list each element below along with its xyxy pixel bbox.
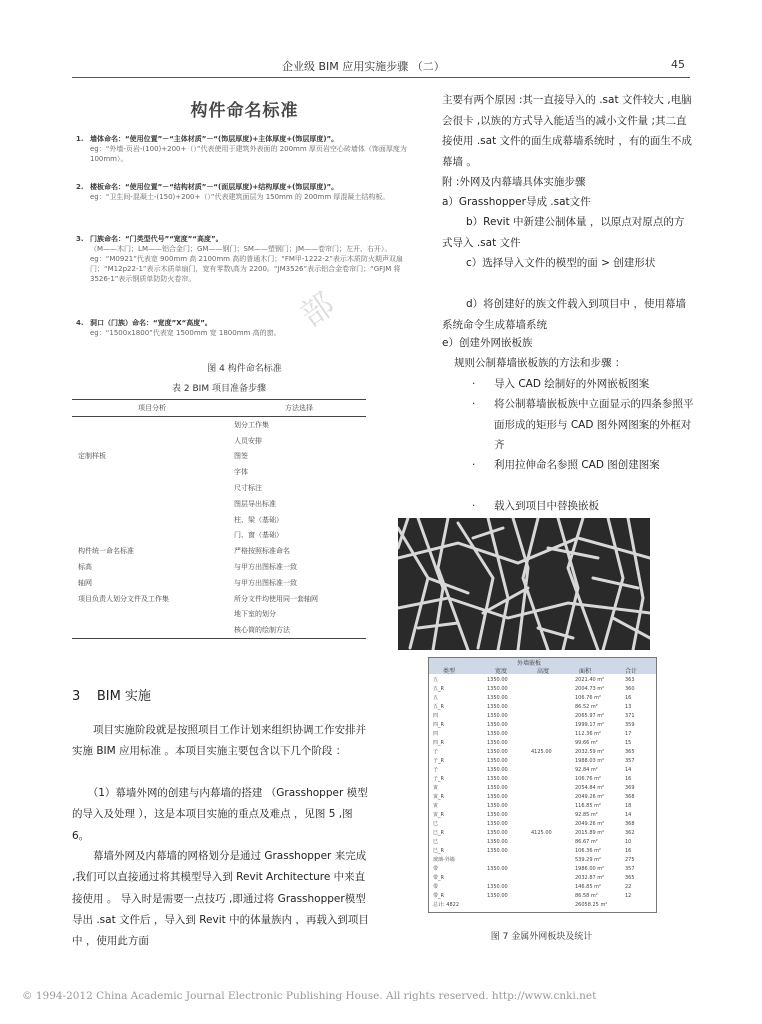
schedule-cell: 2015.89 m² <box>575 830 605 836</box>
schedule-cell: 14 <box>625 812 632 818</box>
schedule-cell: 17 <box>625 731 632 737</box>
naming-item-number: 4. <box>76 319 84 327</box>
schedule-row <box>429 865 656 873</box>
step-item: a）Grasshopper导成 .sat文件 <box>442 196 591 208</box>
table-cell: 图签 <box>234 452 248 461</box>
table-2 <box>72 399 366 639</box>
naming-item-head: 楼板命名：“使用位置”－“结构材质”－“(面层厚度)+结构厚度+(饰层厚度)”。 <box>90 183 339 191</box>
schedule-cell: 1350.00 <box>487 722 508 728</box>
schedule-cell: 带_R <box>433 875 444 881</box>
steps-intro: 附 :外网及内幕墙具体实施步骤 <box>442 176 586 188</box>
figure-4-title: 构件命名标准 <box>190 101 299 121</box>
schedule-cell: 92.85 m² <box>575 812 598 818</box>
schedule-cell: 1350.00 <box>487 821 508 827</box>
step-text: d）将创建好的族文件载入到项目中 ，使用幕墙系统命令生成幕墙系统 <box>442 298 687 331</box>
schedule-cell: 13 <box>625 704 632 710</box>
naming-item-number: 1. <box>76 135 84 143</box>
schedule-row <box>429 883 656 891</box>
schedule-cell: 10 <box>625 839 632 845</box>
schedule-cell: 106.76 m² <box>575 695 601 701</box>
schedule-cell: 1350.00 <box>487 884 508 890</box>
schedule-cell: 1350.00 <box>487 686 508 692</box>
schedule-cell: 99.66 m² <box>575 740 598 746</box>
table-row <box>72 417 366 433</box>
schedule-cell: 寅_R <box>433 812 444 818</box>
naming-item-body: （M——木门；LM——铝合金门；GM——钢门；SM——塑钢门；JM——卷帘门；左开、右开）。 eg：“M0921”代表宽 900mm 高 2100mm 高的普通木门；“FM甲-1222-2”表示木质防火期声双扇门；“M12p22-1”表示木质单扇门，宽有零数\高为 2200。“JM3526”表示铝合金卷帘门；“GFJM 将 3526-1”表示钢质单防防火卷帘。 <box>90 245 403 283</box>
schedule-row <box>429 712 656 720</box>
watermark-stamp: 部 <box>293 284 342 335</box>
table-row <box>72 575 366 591</box>
schedule-cell: 带 <box>433 884 439 890</box>
schedule-cell: 26058.25 m² <box>575 902 608 908</box>
table-row <box>72 512 366 528</box>
schedule-cell: 369 <box>625 785 635 791</box>
schedule-cell: 360 <box>625 686 635 692</box>
schedule-cell: 86.67 m² <box>575 839 598 845</box>
schedule-row <box>429 811 656 819</box>
schedule-cell: 1350.00 <box>487 794 508 800</box>
schedule-cell: 15 <box>625 740 632 746</box>
schedule-cell: 146.85 m² <box>575 884 601 890</box>
schedule-row <box>429 901 656 909</box>
schedule-cell: 362 <box>625 830 635 836</box>
schedule-row <box>429 748 656 756</box>
schedule-cell: 1986.00 m² <box>575 866 605 872</box>
table-cell: 核心筒的绘制方法 <box>232 622 366 638</box>
naming-item-head: 墙体命名：“使用位置”－“主体材质”－“(饰层厚度)+主体厚度+(饰层厚度)”。 <box>90 135 339 143</box>
schedule-cell: 2032.87 m² <box>575 875 605 881</box>
schedule-cell: 14 <box>625 767 632 773</box>
schedule-cell: 86.52 m² <box>575 704 598 710</box>
schedule-cell: 16 <box>625 695 632 701</box>
naming-item-number: 3. <box>76 235 84 243</box>
schedule-cell: 子_R <box>433 776 444 782</box>
schedule-cell: 四 <box>433 713 439 719</box>
table-row <box>72 591 366 607</box>
schedule-cell: 359 <box>625 722 635 728</box>
schedule-cell: 寅 <box>433 785 439 791</box>
metal-mesh-pattern-image <box>398 518 650 650</box>
schedule-cell: 112.36 m² <box>575 731 601 737</box>
schedule-cell: 22 <box>625 884 632 890</box>
schedule-cell: 1350.00 <box>487 731 508 737</box>
section-heading <box>72 685 151 704</box>
schedule-cell: 16 <box>625 848 632 854</box>
schedule-cell: 四 <box>433 731 439 737</box>
schedule-cell: 116.85 m² <box>575 803 601 809</box>
table-cell <box>72 622 232 638</box>
schedule-cell: 巳_R <box>433 830 444 836</box>
step-text: b）Revit 中新建公制体量 ，以原点对原点的方式导入 .sat 文件 <box>442 216 685 249</box>
naming-item-body: eg：“卫生间-混凝土-(150)+200+（）”代表建筑面层为 150mm 的 200mm 厚混凝土结构板。 <box>90 193 390 201</box>
schedule-cell: 寅_R <box>433 794 444 800</box>
schedule-row <box>429 847 656 855</box>
schedule-cell: 86.58 m² <box>575 893 598 899</box>
schedule-column-header: 面积 <box>579 668 592 675</box>
schedule-cell: 五_R <box>433 704 444 710</box>
column-header: 方法选择 <box>232 400 366 417</box>
schedule-cell: 12 <box>625 893 632 899</box>
table-row <box>72 433 366 449</box>
schedule-cell: 1350.00 <box>487 695 508 701</box>
schedule-row <box>429 793 656 801</box>
table-row <box>72 607 366 623</box>
table-cell: 柱、梁（基础） <box>234 515 283 524</box>
schedule-cell: 106.76 m² <box>575 776 601 782</box>
schedule-row <box>429 685 656 693</box>
table-cell: 定制样板 <box>78 452 106 461</box>
schedule-cell: 子_R <box>433 758 444 764</box>
schedule-cell: 1350.00 <box>487 776 508 782</box>
schedule-cell: 1350.00 <box>487 866 508 872</box>
table-cell: 所分文件均使用同一套轴网 <box>234 594 318 603</box>
schedule-row <box>429 766 656 774</box>
schedule-cell: 2021.40 m² <box>575 677 605 683</box>
schedule-cell: 1350.00 <box>487 749 508 755</box>
schedule-cell: 子 <box>433 767 439 773</box>
table-cell: 尺寸标注 <box>234 484 262 493</box>
schedule-cell: 1350.00 <box>487 893 508 899</box>
schedule-cell: 五 <box>433 695 439 701</box>
schedule-cell: 2032.59 m² <box>575 749 605 755</box>
schedule-row <box>429 784 656 792</box>
schedule-cell: 365 <box>625 875 635 881</box>
table-cell: 门、窗（基础） <box>234 531 283 540</box>
naming-item-body: eg：“外墙-页岩-(100)+200+（）”代表使用于建筑外表面的 200mm 厚页岩空心砖墙体（饰面厚度为 100mm）。 <box>90 145 407 163</box>
schedule-cell: 四_R <box>433 740 444 746</box>
naming-item-head: 门族命名：“门类型代号”“宽度”“高度”。 <box>90 235 223 243</box>
table-cell <box>72 480 232 496</box>
schedule-row <box>429 874 656 882</box>
bullet-text: 将公制幕墙嵌板族中立面显示的四条参照平面形成的矩形与 CAD 图外网图案的外框对齐 <box>494 398 694 451</box>
schedule-row <box>429 775 656 783</box>
schedule-row <box>429 703 656 711</box>
table-cell <box>72 433 232 449</box>
body-paragraph: （1）幕墙外网的创建与内幕墙的搭建 （Grasshopper 模型的导入及处理 ），这是本项目实施的重点及难点 ，见图 5 ,图 6。 <box>72 787 368 842</box>
schedule-cell: 巳 <box>433 839 439 845</box>
bullet-text: 导入 CAD 绘制好的外网嵌板图案 <box>494 378 650 390</box>
schedule-cell: 2049.26 m² <box>575 794 605 800</box>
table-cell <box>72 607 232 623</box>
schedule-cell: 总计: 4822 <box>433 902 459 908</box>
schedule-cell: 1350.00 <box>487 758 508 764</box>
table-cell: 字体 <box>234 468 248 477</box>
steps-subheading: 规则公制幕墙嵌板族的方法和步骤 ： <box>454 357 626 369</box>
table-cell <box>72 496 232 512</box>
naming-item-body: eg：“1500x1800”代表宽 1500mm 宽 1800mm 高的窗。 <box>90 329 281 337</box>
schedule-cell: 2004.73 m² <box>575 686 605 692</box>
schedule-cell: 1350.00 <box>487 677 508 683</box>
schedule-row <box>429 676 656 684</box>
bullet-text: 利用拉伸命名参照 CAD 图创建图案 <box>494 459 660 471</box>
schedule-cell: 357 <box>625 866 635 872</box>
schedule-cell: 368 <box>625 794 635 800</box>
section-title: BIM 实施 <box>96 689 151 704</box>
schedule-cell: 16 <box>625 776 632 782</box>
schedule-cell: 2049.26 m² <box>575 821 605 827</box>
table-cell: 与甲方出图标准一致 <box>234 578 297 587</box>
table-cell <box>72 512 232 528</box>
table-cell: 图层导出标准 <box>234 499 276 508</box>
header-rule <box>72 77 690 78</box>
step-item: e）创建外网嵌板族 <box>442 337 533 349</box>
schedule-column-header: 类型 <box>443 668 456 675</box>
table-cell: 人员安排 <box>234 436 262 445</box>
column-header: 项目分析 <box>72 400 232 417</box>
schedule-cell: 365 <box>625 749 635 755</box>
schedule-cell: 1350.00 <box>487 713 508 719</box>
table-cell: 与甲方出图标准一致 <box>234 563 297 572</box>
table-row <box>72 449 366 465</box>
schedule-column-header: 高度 <box>537 668 550 675</box>
schedule-cell: 寅 <box>433 803 439 809</box>
schedule-cell: 1350.00 <box>487 704 508 710</box>
schedule-row <box>429 856 656 864</box>
table-cell: 构件统一命名标准 <box>78 547 134 556</box>
table-cell <box>72 417 232 433</box>
table-cell: 划分工作集 <box>234 420 269 429</box>
naming-item-number: 2. <box>76 183 84 191</box>
schedule-column-header: 合计 <box>625 668 638 675</box>
figure-7-caption: 图 7 金属外网板块及统计 <box>490 932 593 942</box>
table-row <box>72 559 366 575</box>
table-header-row <box>72 400 366 417</box>
table-cell: 严格按照标准命名 <box>234 547 290 556</box>
figure-4-naming-standard <box>72 90 417 352</box>
step-item <box>442 253 694 274</box>
schedule-row <box>429 802 656 810</box>
schedule-cell: 1350.00 <box>487 812 508 818</box>
table-row <box>72 622 366 638</box>
schedule-cell: 1988.03 m² <box>575 758 605 764</box>
schedule-cell: 92.84 m² <box>575 767 598 773</box>
schedule-cell: 五_R <box>433 686 444 692</box>
schedule-row <box>429 892 656 900</box>
schedule-row <box>429 757 656 765</box>
table-cell <box>72 528 232 544</box>
page-number: 45 <box>671 58 685 71</box>
schedule-cell: 18 <box>625 803 632 809</box>
schedule-cell: 巳 <box>433 821 439 827</box>
schedule-cell: 带_R <box>433 893 444 899</box>
table-row <box>72 464 366 480</box>
running-header-title: 企业级 BIM 应用实施步骤 （二） <box>282 60 445 73</box>
schedule-cell: 4125.00 <box>531 830 552 836</box>
section-number: 3 <box>72 689 81 704</box>
schedule-cell: 106.36 m² <box>575 848 601 854</box>
schedule-cell: 四_R <box>433 722 444 728</box>
table-cell <box>72 464 232 480</box>
schedule-header <box>429 658 656 674</box>
schedule-cell: 1350.00 <box>487 848 508 854</box>
schedule-cell: 368 <box>625 821 635 827</box>
schedule-cell: 1350.00 <box>487 785 508 791</box>
table-cell: 标高 <box>78 563 92 572</box>
schedule-cell: 2054.84 m² <box>575 785 605 791</box>
table-2-caption: 表 2 BIM 项目准备步骤 <box>172 384 266 394</box>
schedule-cell: 4125.00 <box>531 749 552 755</box>
body-paragraph: 项目实施阶段就是按照项目工作计划来组织协调工作安排并实施 BIM 应用标准 。本项目实施主要包含以下几个阶段 ： <box>72 724 366 758</box>
table-cell: 地下室的划分 <box>234 610 276 619</box>
figure-4-caption: 图 4 构件命名标准 <box>207 364 282 374</box>
schedule-cell: 275 <box>625 857 635 863</box>
schedule-cell: 子 <box>433 749 439 755</box>
table-cell: 轴网 <box>78 578 92 587</box>
naming-item-head: 洞口（门族）命名：“宽度”X“高度”。 <box>90 319 212 327</box>
schedule-row <box>429 721 656 729</box>
step-item <box>442 212 694 253</box>
schedule-cell: 带 <box>433 866 439 872</box>
schedule-row <box>429 730 656 738</box>
table-row <box>72 543 366 559</box>
table-row <box>72 528 366 544</box>
schedule-cell: 539.29 m² <box>575 857 601 863</box>
schedule-cell: 1350.00 <box>487 839 508 845</box>
schedule-cell: 2065.97 m² <box>575 713 605 719</box>
schedule-cell: 五 <box>433 677 439 683</box>
schedule-row <box>429 820 656 828</box>
step-item <box>442 294 694 335</box>
schedule-cell: 1350.00 <box>487 740 508 746</box>
schedule-cell: 1999.17 m² <box>575 722 605 728</box>
schedule-column-header: 宽度 <box>495 668 508 675</box>
schedule-cell: 363 <box>625 677 635 683</box>
schedule-cell: 巳_R <box>433 848 444 854</box>
step-text: c）选择导入文件的模型的面 > 创建形状 <box>466 257 656 269</box>
table-row <box>72 496 366 512</box>
bullet-text: 载入到项目中替换嵌板 <box>494 500 599 512</box>
schedule-cell: 1350.00 <box>487 767 508 773</box>
schedule-cell: 357 <box>625 758 635 764</box>
table-cell: 项目负责人划分文件及工作集 <box>78 594 169 603</box>
schedule-row <box>429 829 656 837</box>
table-row <box>72 480 366 496</box>
body-paragraph: 幕墙外网及内幕墙的网格划分是通过 Grasshopper 来完成 ,我们可以直接通过将其模型导入到 Revit Architecture 中来直接使用 。 导入时是需要一点技巧 ,即通过将 Grasshopper模型导出 .sat 文件后 ，导入到 Revit 中的体量族内 ，再载入到项目中 ，使用此方面 <box>72 850 369 948</box>
schedule-cell: 玻璃-外墙 <box>433 857 455 863</box>
schedule-cell: 371 <box>625 713 635 719</box>
schedule-title: 外墙嵌板 <box>517 660 542 667</box>
schedule-row <box>429 739 656 747</box>
schedule-cell: 1350.00 <box>487 803 508 809</box>
schedule-cell: 1350.00 <box>487 830 508 836</box>
schedule-row <box>429 838 656 846</box>
panel-schedule-table <box>428 657 657 913</box>
body-paragraph: 主要有两个原因 :其一直接导入的 .sat 文件较大 ,电脑会很卡 ,以族的方式导入能适当的减小文件量 ;其二直接使用 .sat 文件的面生成幕墙系统时 ，有的面生不成幕墙 。 <box>442 94 692 168</box>
schedule-row <box>429 694 656 702</box>
copyright-footer: © 1994-2012 China Academic Journal Electronic Publishing House. All rights reserved. http://www.cnki.net <box>22 990 597 1002</box>
